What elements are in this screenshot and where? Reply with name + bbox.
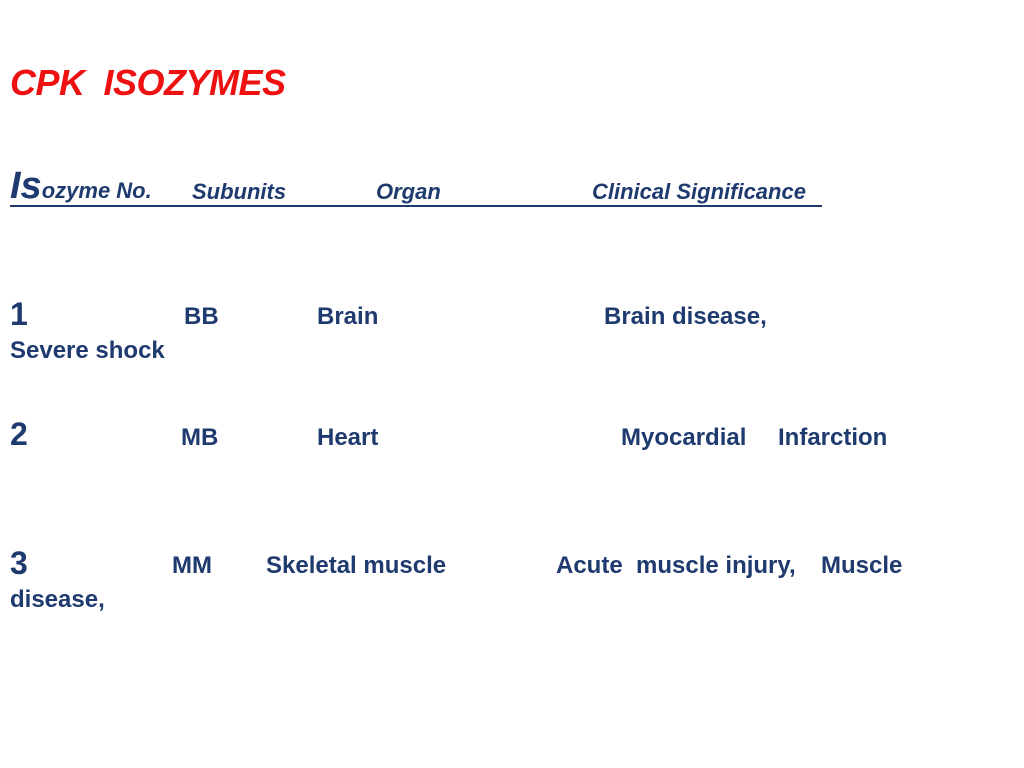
- table-header: [10, 163, 822, 207]
- row-1-number: 1: [10, 296, 28, 332]
- row-2-number: 2: [10, 416, 28, 452]
- row-3-number: 3: [10, 545, 28, 581]
- row-1-organ: Brain: [317, 303, 379, 330]
- row-1-continuation: Severe shock: [10, 337, 165, 364]
- header-clinical-significance: Clinical Significance: [592, 179, 806, 204]
- row-2-significance-a: Myocardial: [621, 424, 747, 451]
- header-subunits: Subunits: [192, 179, 287, 204]
- row-2-organ: Heart: [317, 424, 379, 451]
- header-organ: Organ: [376, 179, 441, 204]
- row-1-subunits: BB: [184, 303, 219, 330]
- row-1-significance: Brain disease,: [604, 303, 767, 330]
- row-2-significance-b: Infarction: [778, 424, 888, 451]
- header-isozyme-prefix: Is: [10, 165, 42, 207]
- row-3-significance-b: Muscle: [821, 552, 903, 579]
- row-3-subunits: MM: [172, 552, 212, 579]
- row-3-organ: Skeletal muscle: [266, 552, 447, 579]
- row-3-significance-a: Acute muscle injury,: [556, 552, 796, 579]
- header-isozyme-no: [10, 167, 152, 205]
- row-3-continuation: disease,: [10, 586, 105, 613]
- header-isozyme-rest: ozyme No.: [41, 178, 152, 203]
- row-2-subunits: MB: [181, 424, 219, 451]
- page-title: CPK ISOZYMES: [10, 62, 286, 103]
